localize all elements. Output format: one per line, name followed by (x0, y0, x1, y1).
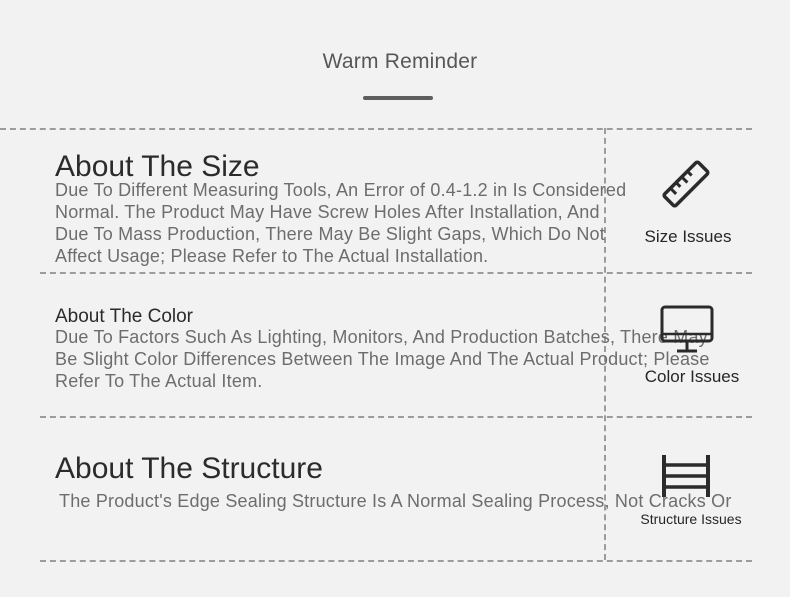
icon-label-size: Size Issues (644, 227, 732, 246)
divider-2 (40, 416, 752, 418)
divider-bottom (40, 560, 752, 562)
section-heading-structure: About The Structure (55, 452, 323, 485)
title-underline (363, 96, 433, 100)
text-line: Normal. The Product May Have Screw Holes After Installation, And (55, 202, 600, 222)
monitor-icon (659, 304, 715, 356)
section-text-color (55, 326, 710, 392)
section-heading-color: About The Color (55, 306, 194, 327)
divider-1 (40, 272, 752, 274)
section-text-structure (59, 490, 732, 512)
text-line: Refer To The Actual Item. (55, 371, 263, 391)
icon-label-structure: Structure Issues (640, 511, 742, 527)
section-text-size (55, 179, 626, 267)
text-line: Due To Mass Production, There May Be Slight Gaps, Which Do Not (55, 224, 605, 244)
text-line: Due To Different Measuring Tools, An Error of 0.4-1.2 in Is Considered (55, 180, 627, 200)
bottom-band (0, 597, 790, 607)
structure-frame-icon (661, 454, 711, 498)
ruler-icon (658, 156, 714, 212)
section-heading-size: About The Size (55, 150, 260, 183)
text-line: Be Slight Color Differences Between The Image And The Actual Product; Please (55, 349, 710, 369)
text-line: Due To Factors Such As Lighting, Monitors, And Production Batches, There May (55, 327, 708, 347)
page-title: Warm Reminder (322, 50, 478, 73)
text-line: The Product's Edge Sealing Structure Is A Normal Sealing Process, Not Cracks Or (59, 491, 732, 511)
divider-top (0, 128, 752, 130)
text-line: Affect Usage; Please Refer to The Actual Installation. (55, 246, 489, 266)
icon-label-color: Color Issues (644, 367, 740, 386)
